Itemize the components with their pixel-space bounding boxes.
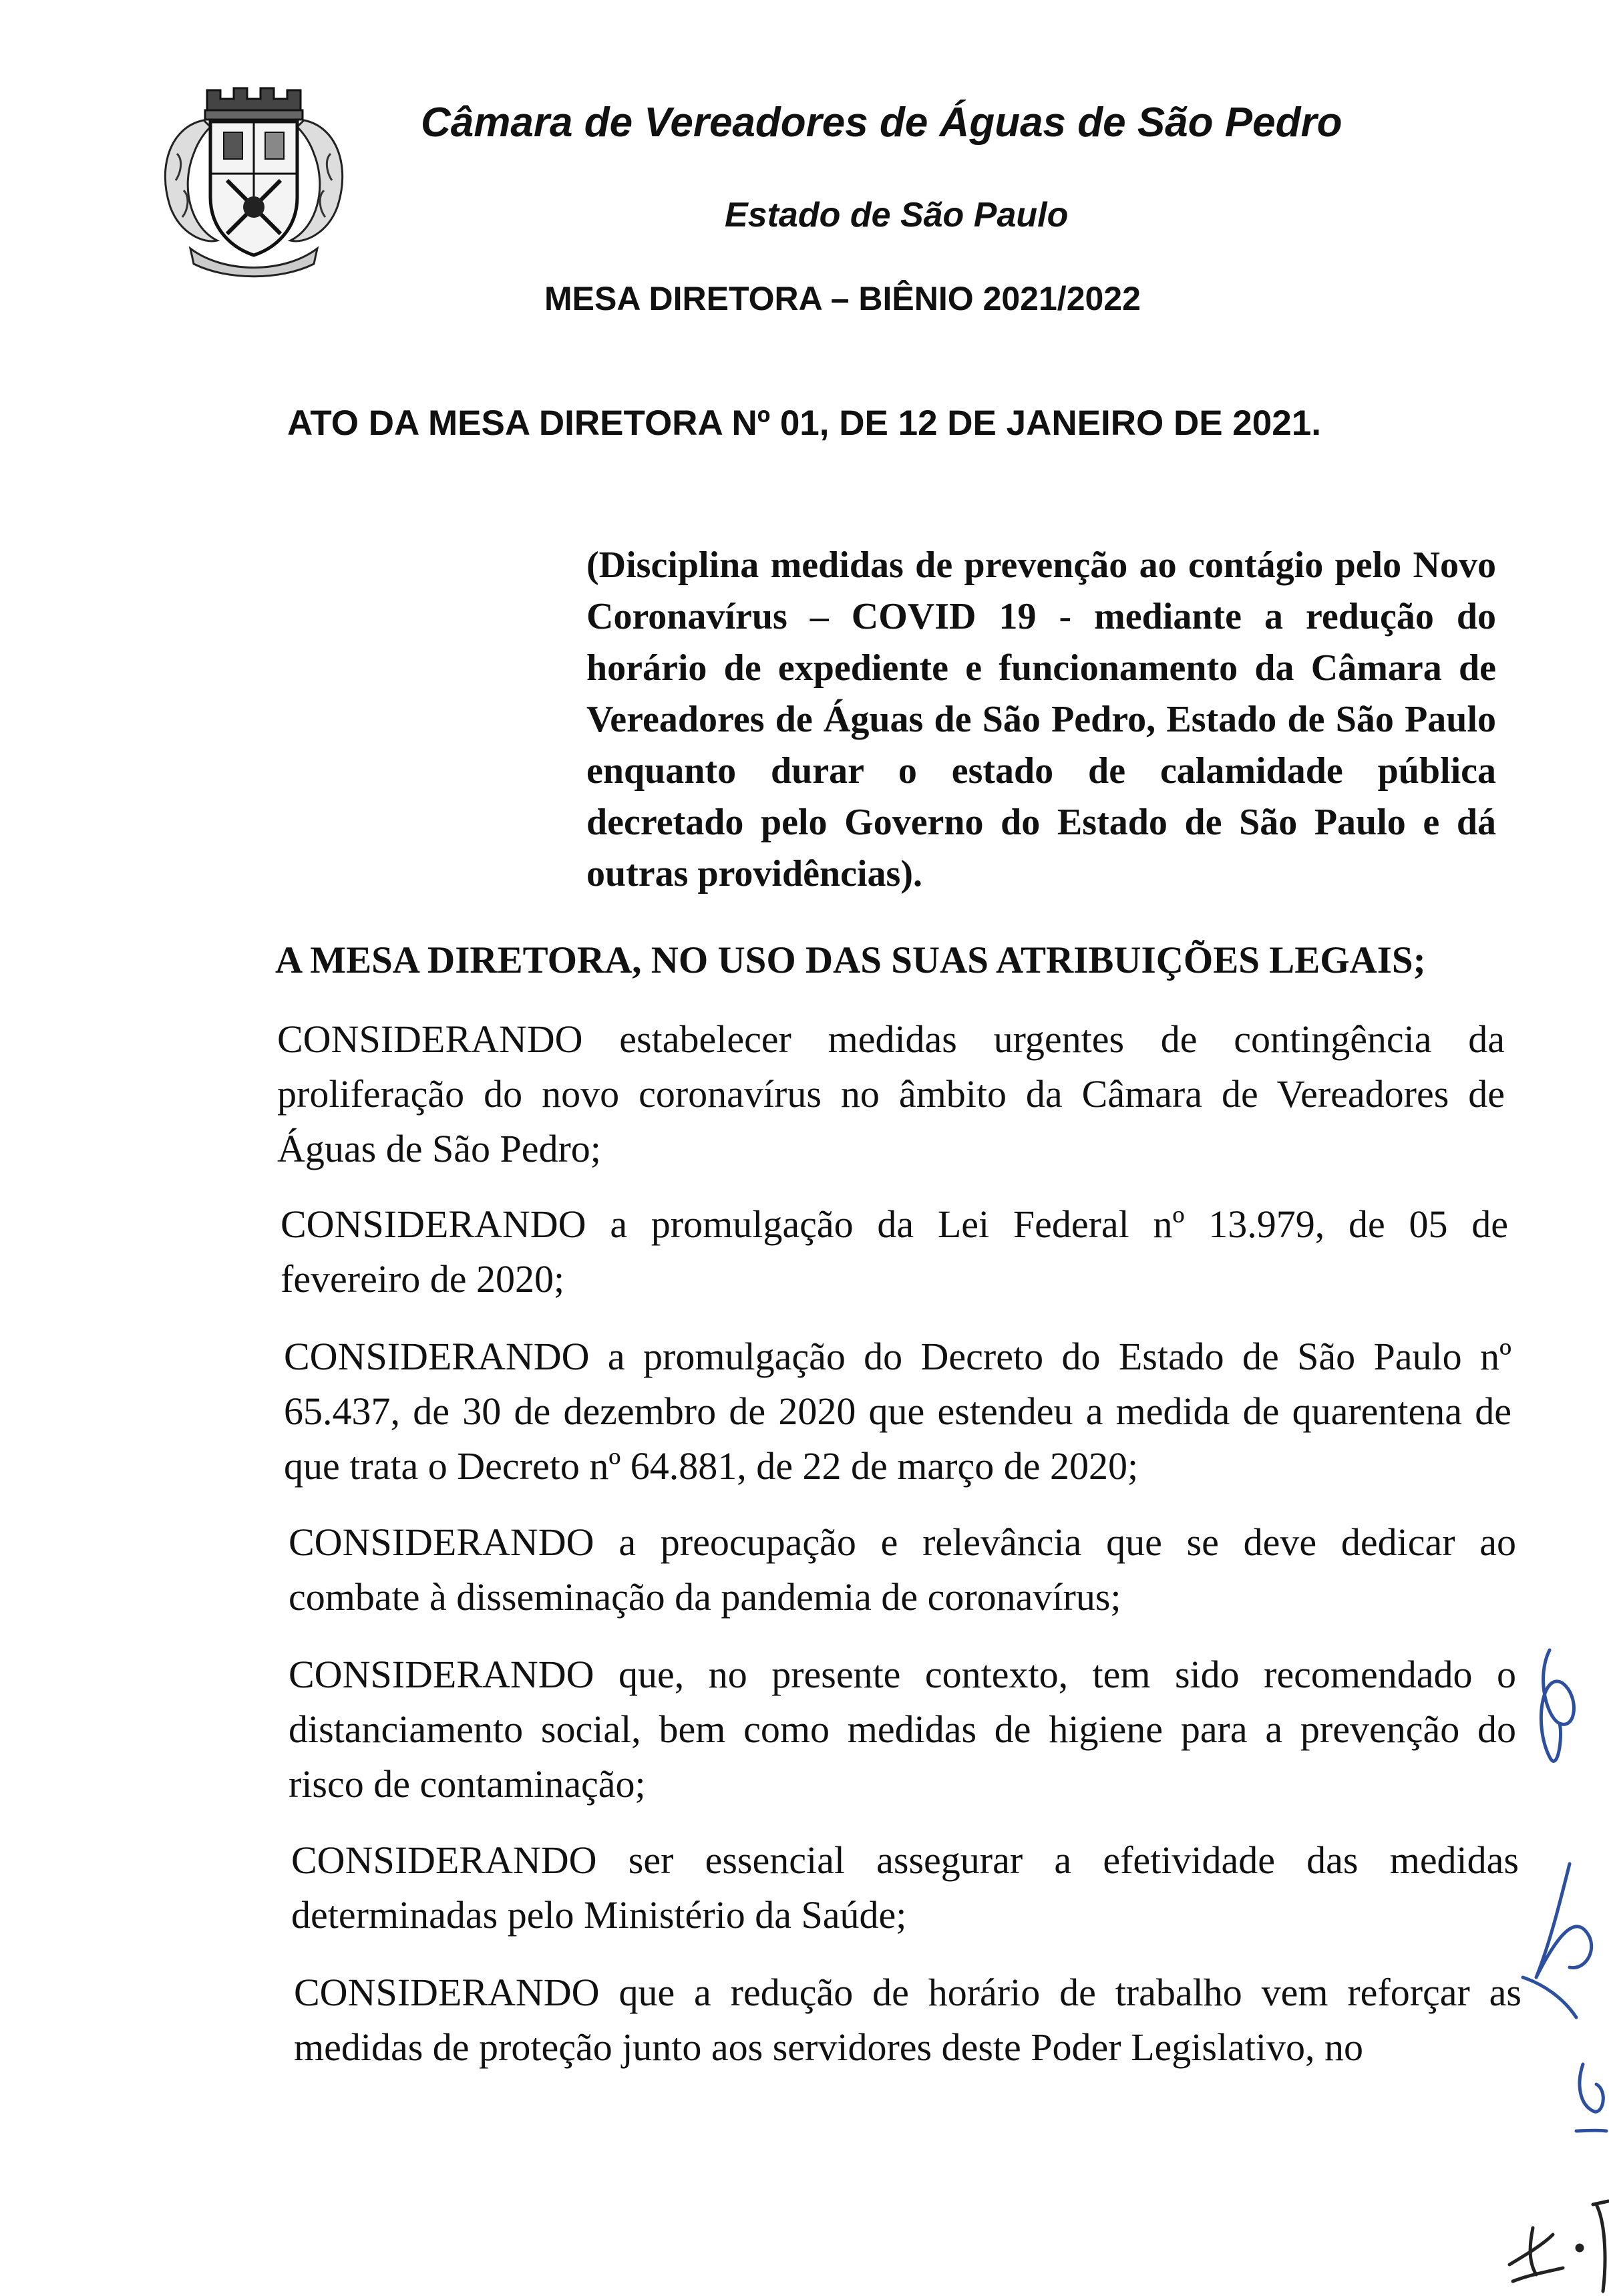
state-subtitle: Estado de São Paulo <box>725 196 1069 234</box>
considerando-paragraph: CONSIDERANDO a promulgação da Lei Federal nº 13.979, de 05 de fevereiro de 2020; <box>281 1202 1508 1301</box>
mesa-diretora-heading: MESA DIRETORA – BIÊNIO 2021/2022 <box>544 280 1141 317</box>
signature-icon <box>1496 1623 1609 2296</box>
lead-statement: A MESA DIRETORA, NO USO DAS SUAS ATRIBUIÇÕES LEGAIS; <box>275 939 1426 981</box>
considerando-paragraph: CONSIDERANDO estabelecer medidas urgentes de contingência da proliferação do novo coronavírus no âmbito da Câmara de Vereadores de Águas de São Pedro; <box>277 1017 1505 1170</box>
considerando-paragraph: CONSIDERANDO a promulgação do Decreto do Estado de São Paulo nº 65.437, de 30 de dezembro de 2020 que estendeu a medida de quarentena de que trata o Decreto nº 64.881, de 22 de março de 2020; <box>284 1335 1511 1488</box>
considerando-paragraph: CONSIDERANDO que, no presente contexto, tem sido recomendado o distanciamento social, bem como medidas de higiene para a prevenção do risco de contaminação; <box>289 1653 1516 1806</box>
act-title: ATO DA MESA DIRETORA Nº 01, DE 12 DE JANEIRO DE 2021. <box>287 403 1321 443</box>
considerando-paragraph: CONSIDERANDO a preocupação e relevância que se deve dedicar ao combate à disseminação da pandemia de coronavírus; <box>289 1520 1516 1619</box>
ementa: (Disciplina medidas de prevenção ao contágio pelo Novo Coronavírus – COVID 19 - mediante a redução do horário de expediente e funcionamento da Câmara de Vereadores de Águas de São Pedro, Estado de São Paulo enquanto durar o estado de calamidade pública decretado pelo Governo do Estado de São Paulo e dá outras providências). <box>586 544 1496 894</box>
coat-of-arms-icon <box>144 73 364 281</box>
considerando-paragraph: CONSIDERANDO que a redução de horário de trabalho vem reforçar as medidas de proteção junto aos servidores deste Poder Legislativo, no <box>294 1971 1522 2069</box>
chamber-title: Câmara de Vereadores de Águas de São Pedro <box>421 100 1343 146</box>
considerando-paragraph: CONSIDERANDO ser essencial assegurar a efetividade das medidas determinadas pelo Ministério da Saúde; <box>291 1838 1519 1937</box>
